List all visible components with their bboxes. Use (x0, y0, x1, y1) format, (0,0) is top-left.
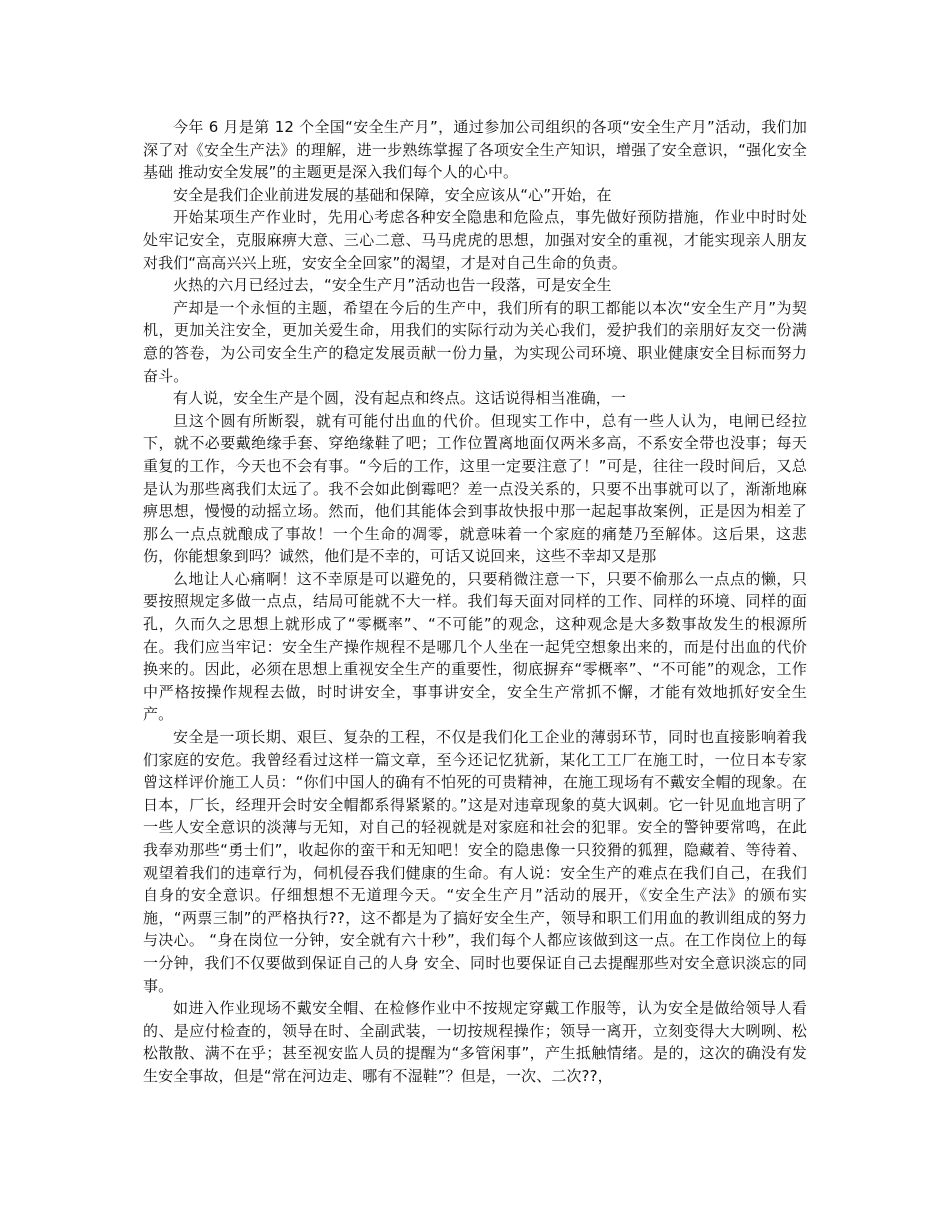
paragraph-2: 安全是我们企业前进发展的基础和保障，安全应该从“心”开始，在 (173, 185, 612, 204)
paragraph-1: 今年 6 月是第 12 个全国“安全生产月”，通过参加公司组织的各项“安全生产月”活动，我们加深了对《安全生产法》的理解，进一步熟练掌握了各项安全生产知识，增强了安全意识，“强化安全基础 推动安全发展”的主题更是深入我们每个人的心中。 (143, 118, 807, 182)
paragraph-8: 么地让人心痛啊！这不幸原是可以避免的，只要稍微注意一下，只要不偷那么一点点的懒，只要按照规定多做一点点，结局可能就不大一样。我们每天面对同样的工作、同样的环境、同样的面孔，久而久之思想上就形成了“零概率”、“不可能”的观念，这种观念是大多数事故发生的根源所在。我们应当牢记：安全生产操作规程不是哪几个人坐在一起凭空想象出来的，而是付出血的代价换来的。因此，必须在思想上重视安全生产的重要性，彻底摒弃“零概率”、“不可能”的观念，工作中严格按操作规程去做，时时讲安全，事事讲安全，安全生产常抓不懈，才能有效地抓好安全生产。 (143, 569, 807, 724)
paragraph-7: 旦这个圆有所断裂，就有可能付出血的代价。但现实工作中，总有一些人认为，电闸已经拉下，就不必要戴绝缘手套、穿绝缘鞋了吧；工作位置离地面仅两米多高，不系安全带也没事；每天重复的工作，今天也不会有事。“今后的工作，这里一定要注意了！”可是，往往一段时间后，又总是认为那些离我们太远了。我不会如此倒霉吧？差一点没关系的，只要不出事就可以了，渐渐地麻痹思想，慢慢的动摇立场。然而，他们其能体会到事故快报中那一起起事故案例，正是因为相差了那么一点点就酿成了事故！一个生命的凋零，就意味着一个家庭的痛楚乃至解体。这后果，这悲伤，你能想象到吗？诚然，他们是不幸的，可话又说回来，这些不幸却又是那 (143, 411, 807, 566)
document-body (143, 116, 807, 1088)
paragraph-6: 有人说，安全生产是个圆，没有起点和终点。这话说得相当准确，一 (173, 389, 627, 408)
paragraph-4: 火热的六月已经过去，“安全生产月”活动也告一段落，可是安全生 (173, 276, 612, 295)
paragraph-5: 产却是一个永恒的主题，希望在今后的生产中，我们所有的职工都能以本次“安全生产月”为契机，更加关注安全，更加关爱生命，用我们的实际行动为关心我们，爱护我们的亲朋好友交一份满意的答卷，为公司安全生产的稳定发展贡献一份力量，为实现公司环境、职业健康安全目标而努力奋斗。 (143, 298, 807, 385)
paragraph-10: 如进入作业现场不戴安全帽、在检修作业中不按规定穿戴工作服等，认为安全是做给领导人看的、是应付检查的，领导在时、全副武装，一切按规程操作；领导一离开，立刻变得大大咧咧、松松散散、满不在乎；甚至视安监人员的提醒为“多管闲事”，产生抵触情绪。是的，这次的确没有发生安全事故，但是“常在河边走、哪有不湿鞋”？但是，一次、二次??， (143, 999, 807, 1085)
paragraph-3: 开始某项生产作业时，先用心考虑各种安全隐患和危险点，事先做好预防措施，作业中时时处处牢记安全，克服麻痹大意、三心二意、马马虎虎的思想，加强对安全的重视，才能实现亲人朋友对我们“高高兴兴上班，安安全全回家”的渴望，才是对自己生命的负责。 (143, 208, 807, 272)
paragraph-9: 安全是一项长期、艰巨、复杂的工程，不仅是我们化工企业的薄弱环节，同时也直接影响着我们家庭的安危。我曾经看过这样一篇文章，至今还记忆犹新，某化工工厂在施工时，一位日本专家曾这样评价施工人员：“你们中国人的确有不怕死的可贵精神，在施工现场有不戴安全帽的现象。在日本，厂长，经理开会时安全帽都系得紧紧的。”这是对违章现象的莫大讽刺。它一针见血地言明了一些人安全意识的淡薄与无知，对自己的轻视就是对家庭和社会的犯罪。安全的警钟要常鸣，在此我奉劝那些“勇士们”，收起你的蛮干和无知吧！安全的隐患像一只狡猾的狐狸，隐藏着、等待着、观望着我们的违章行为，伺机侵吞我们健康的生命。有人说：安全生产的难点在我们自己，在我们自身的安全意识。仔细想想不无道理今天。“安全生产月”活动的展开，《安全生产法》的颁布实施，“两票三制”的严格执行??，这不都是为了搞好安全生产，领导和职工们用血的教训组成的努力与决心。 “身在岗位一分钟，安全就有六十秒”，我们每个人都应该做到这一点。在工作岗位上的每一分钟，我们不仅要做到保证自己的人身 安全、同时也要保证自己去提醒那些对安全意识淡忘的同事。 (143, 728, 807, 995)
